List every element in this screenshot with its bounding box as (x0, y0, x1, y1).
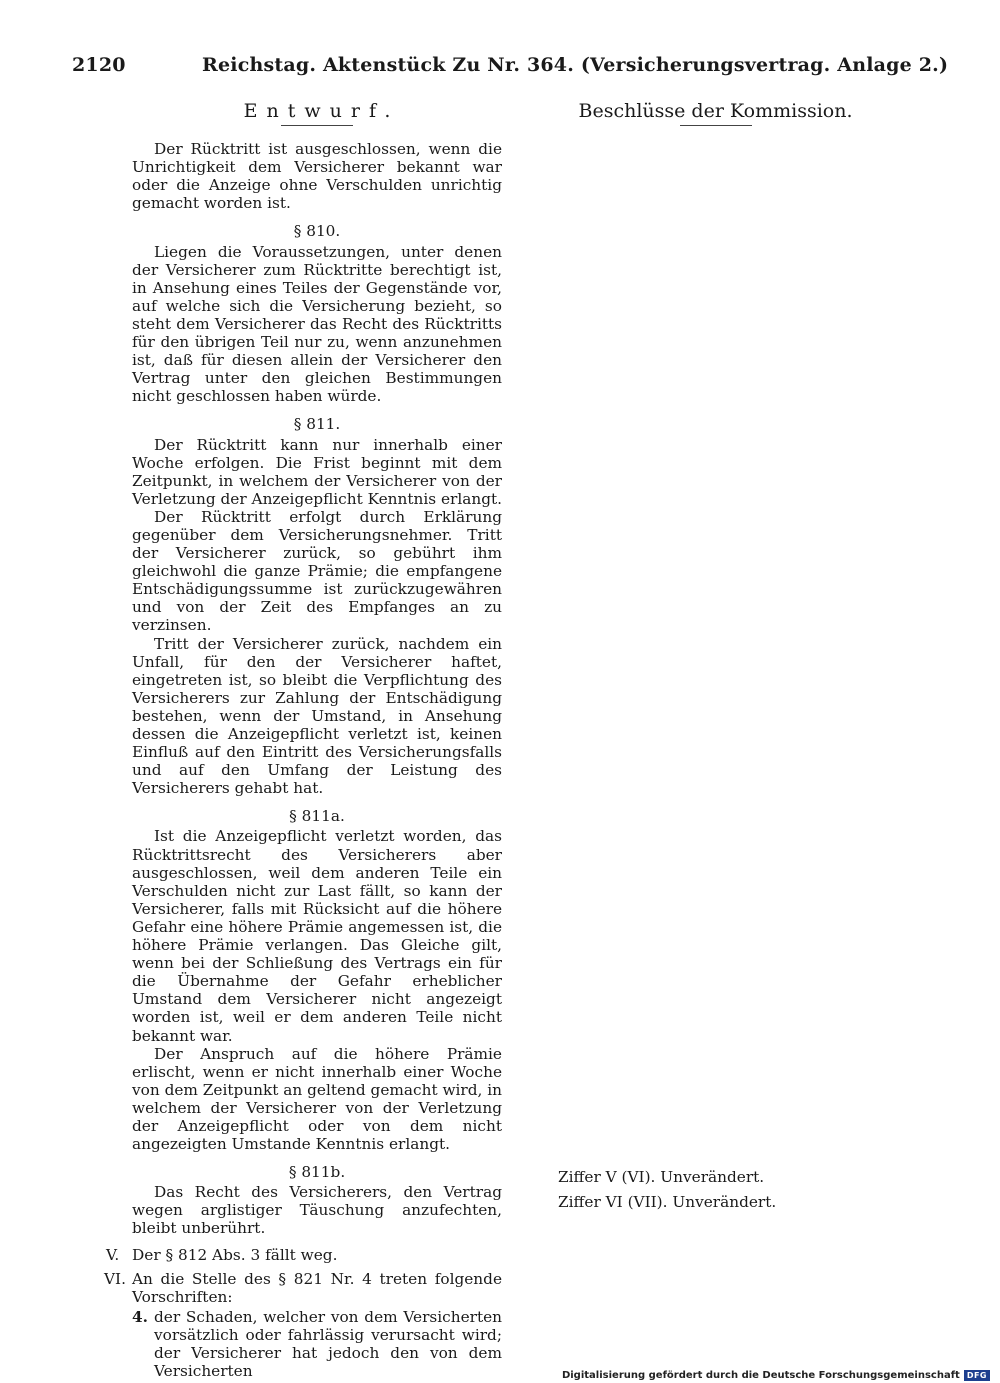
right-column-commission (558, 100, 873, 1211)
section-811-paragraph-2: Der Rücktritt erfolgt durch Erklärung gegenüber dem Versicherungsnehmer. Tritt der Versicherer zurück, so gebührt ihm gleichwohl die ganze Prämie; die empfangene Entschädigungssumme ist zurückzugewähren und von der Zeit des Empfanges an zu verzinsen. (132, 507, 502, 635)
page-number: 2120 (72, 54, 126, 76)
dfg-logo: DFG (964, 1370, 990, 1381)
section-811b-title: § 811b. (288, 1163, 346, 1182)
page-header (72, 54, 952, 84)
heading-rule (680, 125, 752, 126)
commission-item-vi: Ziffer VI (VII). Unverändert. (558, 1193, 777, 1211)
section-811a-paragraph-1: Ist die Anzeigepflicht verletzt worden, das Rücktrittsrecht des Versicherers aber ausgeschlossen, weil dem anderen Teile ein Verschulden nicht zur Last fällt, so kann der Versicherer, falls mit Rücksicht auf die höhere Gefahr eine höhere Prämie angemessen ist, die höhere Prämie verlangen. Das Gleiche gilt, wenn bei der Schließung des Vertrags ein für die Übernahme der Gefahr erheblicher Umstand dem Versicherer nicht angezeigt worden ist, weil er dem anderen Teile nicht bekannt war. (132, 827, 502, 1045)
item-vi-numeral: VI. (104, 1269, 126, 1288)
subitem-text: der Schaden, welcher von dem Versicherten vorsätzlich oder fahrlässig verursacht wird; der Versicherer hat jedoch den von dem Versicherten (154, 1307, 502, 1381)
section-811a-title: § 811a. (289, 807, 345, 826)
running-title: Reichstag. Aktenstück Zu Nr. 364. (Versicherungsvertrag. Anlage 2.) (202, 54, 949, 76)
opening-paragraph: Der Rücktritt ist ausgeschlossen, wenn die Unrichtigkeit dem Versicherer bekannt war oder die Anzeige ohne Verschulden unrichtig gemacht worden ist. (132, 140, 502, 213)
subitem-number: 4. (132, 1307, 148, 1326)
left-column-draft (104, 100, 503, 1381)
heading-rule (281, 125, 353, 126)
section-810-title: § 810. (293, 222, 341, 241)
item-v-text: Der § 812 Abs. 3 fällt weg. (132, 1245, 338, 1264)
item-v-numeral: V. (106, 1245, 120, 1264)
section-811-paragraph-3: Tritt der Versicherer zurück, nachdem ein Unfall, für den der Versicherer haftet, eingetreten ist, so bleibt die Verpflichtung des Versicherers zur Zahlung der Entschädigung bestehen, wenn der Umstand, in Ansehung dessen die Anzeigepflicht verletzt ist, keinen Einfluß auf den Eintritt des Versicherungsfalls und auf den Umfang der Leistung des Versicherers gehabt hat. (132, 634, 502, 798)
item-v (106, 1245, 502, 1264)
section-810-paragraph: Liegen die Voraussetzungen, unter denen der Versicherer zum Rücktritte berechtigt ist, in Ansehung eines Teiles der Gegenstände vor, auf welche sich die Versicherung bezieht, so steht dem Versicherer das Recht des Rücktritts für den übrigen Teil nur zu, wenn anzunehmen ist, daß für diesen allein der Versicherer den Vertrag unter den gleichen Bestimmungen nicht geschlossen haben würde. (132, 242, 502, 406)
section-811-title: § 811. (293, 415, 341, 434)
item-vi-subitem-4 (132, 1308, 502, 1380)
item-vi (104, 1269, 502, 1306)
commission-heading: Beschlüsse der Kommission. (578, 100, 853, 122)
section-811a-paragraph-2: Der Anspruch auf die höhere Prämie erlischt, wenn er nicht innerhalb einer Woche von dem Zeitpunkt an geltend gemacht wird, in welchem der Versicherer von der Verletzung der Anzeigepflicht oder von dem nicht angezeigten Umstande Kenntnis erlangt. (132, 1044, 503, 1154)
commission-item-v: Ziffer V (VI). Unverändert. (558, 1168, 765, 1186)
digitization-credit (562, 1368, 990, 1382)
credit-text: Digitalisierung gefördert durch die Deutsche Forschungsgemeinschaft (561, 1369, 960, 1381)
section-811-paragraph-1: Der Rücktritt kann nur innerhalb einer Woche erfolgen. Die Frist beginnt mit dem Zeitpunkt, in welchem der Versicherer von der Verletzung der Anzeigepflicht Kenntnis erlangt. (132, 435, 503, 508)
draft-heading: Entwurf. (243, 100, 400, 122)
item-vi-text: An die Stelle des § 821 Nr. 4 treten folgende Vorschriften: (132, 1269, 502, 1306)
section-811b-paragraph: Das Recht des Versicherers, den Vertrag wegen arglistiger Täuschung anzufechten, bleibt unberührt. (132, 1183, 502, 1238)
